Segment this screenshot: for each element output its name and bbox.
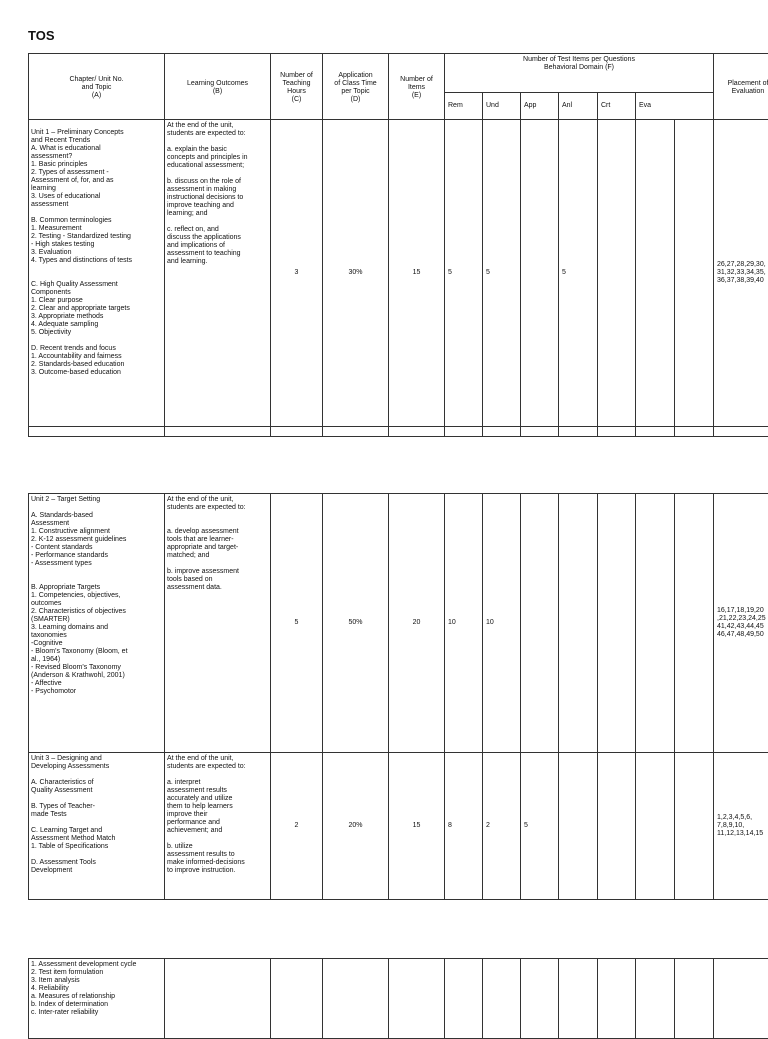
anl-cell: [559, 959, 598, 1039]
topic-cell: 1. Assessment development cycle 2. Test item formulation 3. Item analysis 4. Reliability a. Measures of relationship b. Index of determination c. Inter-rater reliability: [29, 959, 165, 1039]
placement-cell: 26,27,28,29,30, 31,32,33,34,35, 36,37,38,39,40: [714, 120, 768, 427]
anl-cell: [559, 753, 598, 900]
hours-cell: 3: [271, 120, 323, 427]
rem-cell: 5: [445, 120, 483, 427]
eva-cell-1: [636, 120, 675, 427]
outcome-cell: At the end of the unit, students are expected to: a. develop assessment tools that are learner- appropriate and target- matched; and b. improve assessment tools based on assessment data.: [165, 494, 271, 753]
hours-cell: 5: [271, 494, 323, 753]
header-learning-outcomes: Learning Outcomes (B): [165, 54, 271, 120]
tos-table-unit-2-3: [28, 493, 768, 900]
rem-cell: 8: [445, 753, 483, 900]
und-cell: 5: [483, 120, 521, 427]
eva-cell-2: [675, 959, 714, 1039]
table-row: [29, 959, 768, 1039]
rem-cell: [445, 959, 483, 1039]
crt-cell: [598, 120, 636, 427]
und-cell: [483, 959, 521, 1039]
hours-cell: 2: [271, 753, 323, 900]
eva-cell-2: [675, 120, 714, 427]
und-cell: 2: [483, 753, 521, 900]
application-cell: 50%: [323, 494, 389, 753]
eva-cell-2: [675, 753, 714, 900]
items-cell: 15: [389, 120, 445, 427]
placement-cell: 1,2,3,4,5,6, 7,8,9,10, 11,12,13,14,15: [714, 753, 768, 900]
topic-cell: Unit 1 – Preliminary Concepts and Recent Trends A. What is educational assessment? 1. Basic principles 2. Types of assessment - Assessment of, for, and as learning 3. Uses of educational assessment B. Common terminologies 1. Measurement 2. Testing - Standardized testing - High stakes testing 3. Evaluation 4. Types and distinctions of tests C. High Quality Assessment Components 1. Clear purpose 2. Clear and appropriate targets 3. Appropriate methods 4. Adequate sampling 5. Objectivity D. Recent trends and focus 1. Accountability and fairness 2. Standards-based education 3. Outcome-based education: [29, 120, 165, 427]
header-crt: Crt: [598, 93, 636, 120]
eva-cell-1: [636, 959, 675, 1039]
table-row: [29, 494, 768, 753]
header-behavioral-domain: Number of Test Items per Questions Behavioral Domain (F): [445, 54, 714, 93]
header-application: Application of Class Time per Topic (D): [323, 54, 389, 120]
crt-cell: [598, 494, 636, 753]
hours-cell: [271, 959, 323, 1039]
app-cell: 5: [521, 753, 559, 900]
header-und: Und: [483, 93, 521, 120]
header-eva: Eva: [636, 93, 714, 120]
und-cell: 10: [483, 494, 521, 753]
placement-cell: 16,17,18,19,20 ,21,22,23,24,25 41,42,43,44,45 46,47,48,49,50: [714, 494, 768, 753]
items-cell: 15: [389, 753, 445, 900]
outcome-cell: At the end of the unit, students are expected to: a. interpret assessment results accurately and utilize them to help learners improve their performance and achievement; and b. utilize assessment results to make informed-decisions to improve instruction.: [165, 753, 271, 900]
header-anl: Anl: [559, 93, 598, 120]
crt-cell: [598, 753, 636, 900]
application-cell: 30%: [323, 120, 389, 427]
eva-cell-1: [636, 494, 675, 753]
topic-cell: Unit 2 – Target Setting A. Standards-based Assessment 1. Constructive alignment 2. K-12 assessment guidelines - Content standards - Performance standards - Assessment types B. Appropriate Targets 1. Competencies, objectives, outcomes 2. Characteristics of objectives (SMARTER) 3. Learning domains and taxonomies -Cognitive - Bloom's Taxonomy (Bloom, et al., 1964) - Revised Bloom's Taxonomy (Anderson & Krathwohl, 2001) - Affective - Psychomotor: [29, 494, 165, 753]
items-cell: [389, 959, 445, 1039]
table-row: [29, 753, 768, 900]
header-placement: Placement of Evaluation: [714, 54, 768, 120]
header-teaching-hours: Number of Teaching Hours (C): [271, 54, 323, 120]
app-cell: [521, 120, 559, 427]
header-chapter: Chapter/ Unit No. and Topic (A): [29, 54, 165, 120]
header-app: App: [521, 93, 559, 120]
table-row-empty: [29, 427, 768, 437]
eva-cell-2: [675, 494, 714, 753]
rem-cell: 10: [445, 494, 483, 753]
app-cell: [521, 959, 559, 1039]
anl-cell: [559, 494, 598, 753]
tos-table-unit-1: [28, 53, 768, 437]
crt-cell: [598, 959, 636, 1039]
document-title: TOS: [28, 28, 55, 43]
header-items: Number of Items (E): [389, 54, 445, 120]
topic-cell: Unit 3 – Designing and Developing Assessments A. Characteristics of Quality Assessment B. Types of Teacher- made Tests C. Learning Target and Assessment Method Match 1. Table of Specifications D. Assessment Tools Development: [29, 753, 165, 900]
table-row: [29, 120, 768, 427]
outcome-cell: At the end of the unit, students are expected to: a. explain the basic concepts and principles in educational assessment; b. discuss on the role of assessment in making instructional decisions to improve teaching and learning; and c. reflect on, and discuss the applications and implications of assessment to teaching and learning.: [165, 120, 271, 427]
header-rem: Rem: [445, 93, 483, 120]
application-cell: 20%: [323, 753, 389, 900]
tos-table-continuation: [28, 958, 768, 1039]
placement-cell: [714, 959, 768, 1039]
app-cell: [521, 494, 559, 753]
application-cell: [323, 959, 389, 1039]
items-cell: 20: [389, 494, 445, 753]
eva-cell-1: [636, 753, 675, 900]
outcome-cell: [165, 959, 271, 1039]
anl-cell: 5: [559, 120, 598, 427]
